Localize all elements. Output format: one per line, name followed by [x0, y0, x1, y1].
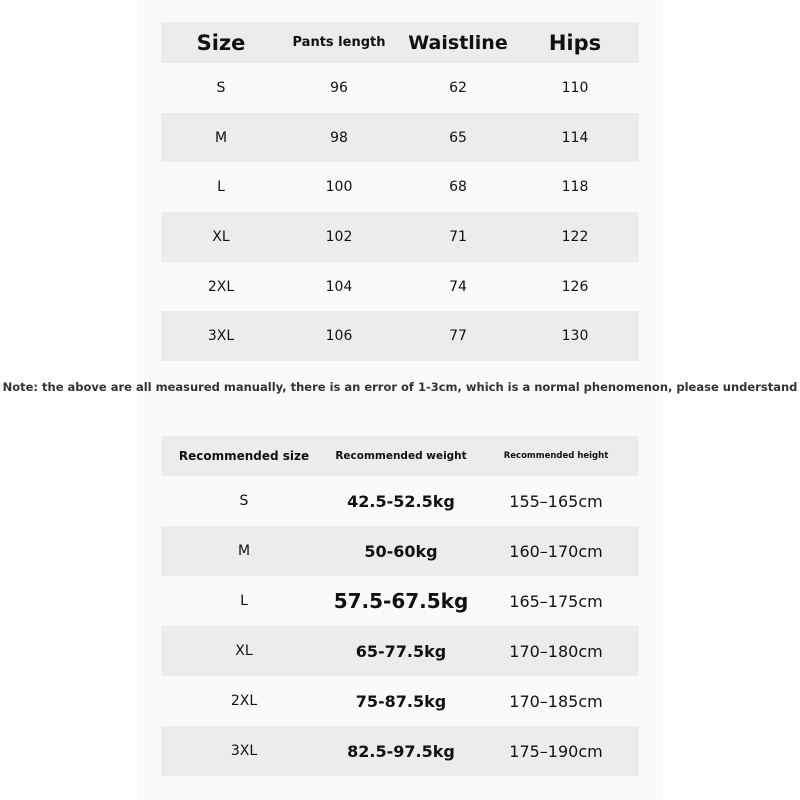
- height-cell: 165–175cm: [509, 591, 603, 611]
- header-waistline: Waistline: [408, 31, 508, 54]
- table-header-row: [161, 22, 639, 63]
- table-row: [161, 576, 639, 626]
- table-row: [161, 676, 639, 726]
- waistline-cell: 65: [449, 129, 467, 146]
- header-size: Size: [196, 30, 246, 55]
- header-hips: Hips: [548, 30, 602, 55]
- recommendation-table: [161, 436, 639, 776]
- height-cell: 170–180cm: [509, 641, 603, 661]
- size-measurement-table: [161, 22, 639, 361]
- hips-cell: 114: [561, 129, 589, 146]
- hips-cell: 126: [561, 278, 589, 295]
- header-pants-length: Pants length: [292, 35, 386, 50]
- table-row: [161, 113, 639, 163]
- weight-cell: 57.5-67.5kg: [333, 589, 469, 613]
- weight-cell: 42.5-52.5kg: [347, 491, 455, 511]
- size-cell: S: [216, 79, 226, 96]
- pants-length-cell: 106: [325, 328, 353, 345]
- size-cell: M: [237, 543, 251, 559]
- size-cell: M: [214, 129, 228, 146]
- size-cell: XL: [235, 643, 253, 659]
- weight-cell: 65-77.5kg: [355, 641, 447, 661]
- waistline-cell: 71: [449, 228, 467, 245]
- pants-length-cell: 104: [325, 278, 353, 295]
- size-cell: 3XL: [230, 743, 258, 759]
- size-cell: 2XL: [230, 693, 258, 709]
- size-cell: XL: [212, 228, 230, 245]
- height-cell: 175–190cm: [509, 741, 603, 761]
- table-row: [161, 212, 639, 262]
- hips-cell: 118: [561, 179, 589, 196]
- measurement-note: Note: the above are all measured manually, there is an error of 1-3cm, which is a normal phenomenon, please understand: [2, 380, 798, 394]
- height-cell: 160–170cm: [509, 541, 603, 561]
- waistline-cell: 68: [449, 179, 467, 196]
- pants-length-cell: 102: [325, 228, 353, 245]
- header-recommended-weight: Recommended weight: [335, 450, 467, 462]
- size-cell: L: [240, 593, 248, 609]
- table-row: [161, 311, 639, 361]
- waistline-cell: 77: [449, 328, 467, 345]
- size-cell: L: [217, 179, 225, 196]
- table-row: [161, 262, 639, 312]
- table-row: [161, 63, 639, 113]
- weight-cell: 50-60kg: [364, 541, 438, 561]
- weight-cell: 82.5-97.5kg: [347, 741, 455, 761]
- height-cell: 170–185cm: [509, 691, 603, 711]
- waistline-cell: 74: [449, 278, 467, 295]
- header-recommended-height: Recommended height: [503, 451, 609, 461]
- table-row: [161, 476, 639, 526]
- pants-length-cell: 96: [330, 79, 348, 96]
- pants-length-cell: 100: [325, 179, 353, 196]
- table-header-row: [161, 436, 639, 476]
- hips-cell: 130: [561, 328, 589, 345]
- table-row: [161, 726, 639, 776]
- weight-cell: 75-87.5kg: [355, 691, 447, 711]
- size-cell: S: [239, 493, 249, 509]
- table-row: [161, 162, 639, 212]
- size-cell: 3XL: [207, 328, 235, 345]
- hips-cell: 110: [561, 79, 589, 96]
- table-row: [161, 526, 639, 576]
- size-cell: 2XL: [207, 278, 235, 295]
- height-cell: 155–165cm: [509, 491, 603, 511]
- hips-cell: 122: [561, 228, 589, 245]
- pants-length-cell: 98: [330, 129, 348, 146]
- waistline-cell: 62: [449, 79, 467, 96]
- table-row: [161, 626, 639, 676]
- header-recommended-size: Recommended size: [178, 449, 310, 463]
